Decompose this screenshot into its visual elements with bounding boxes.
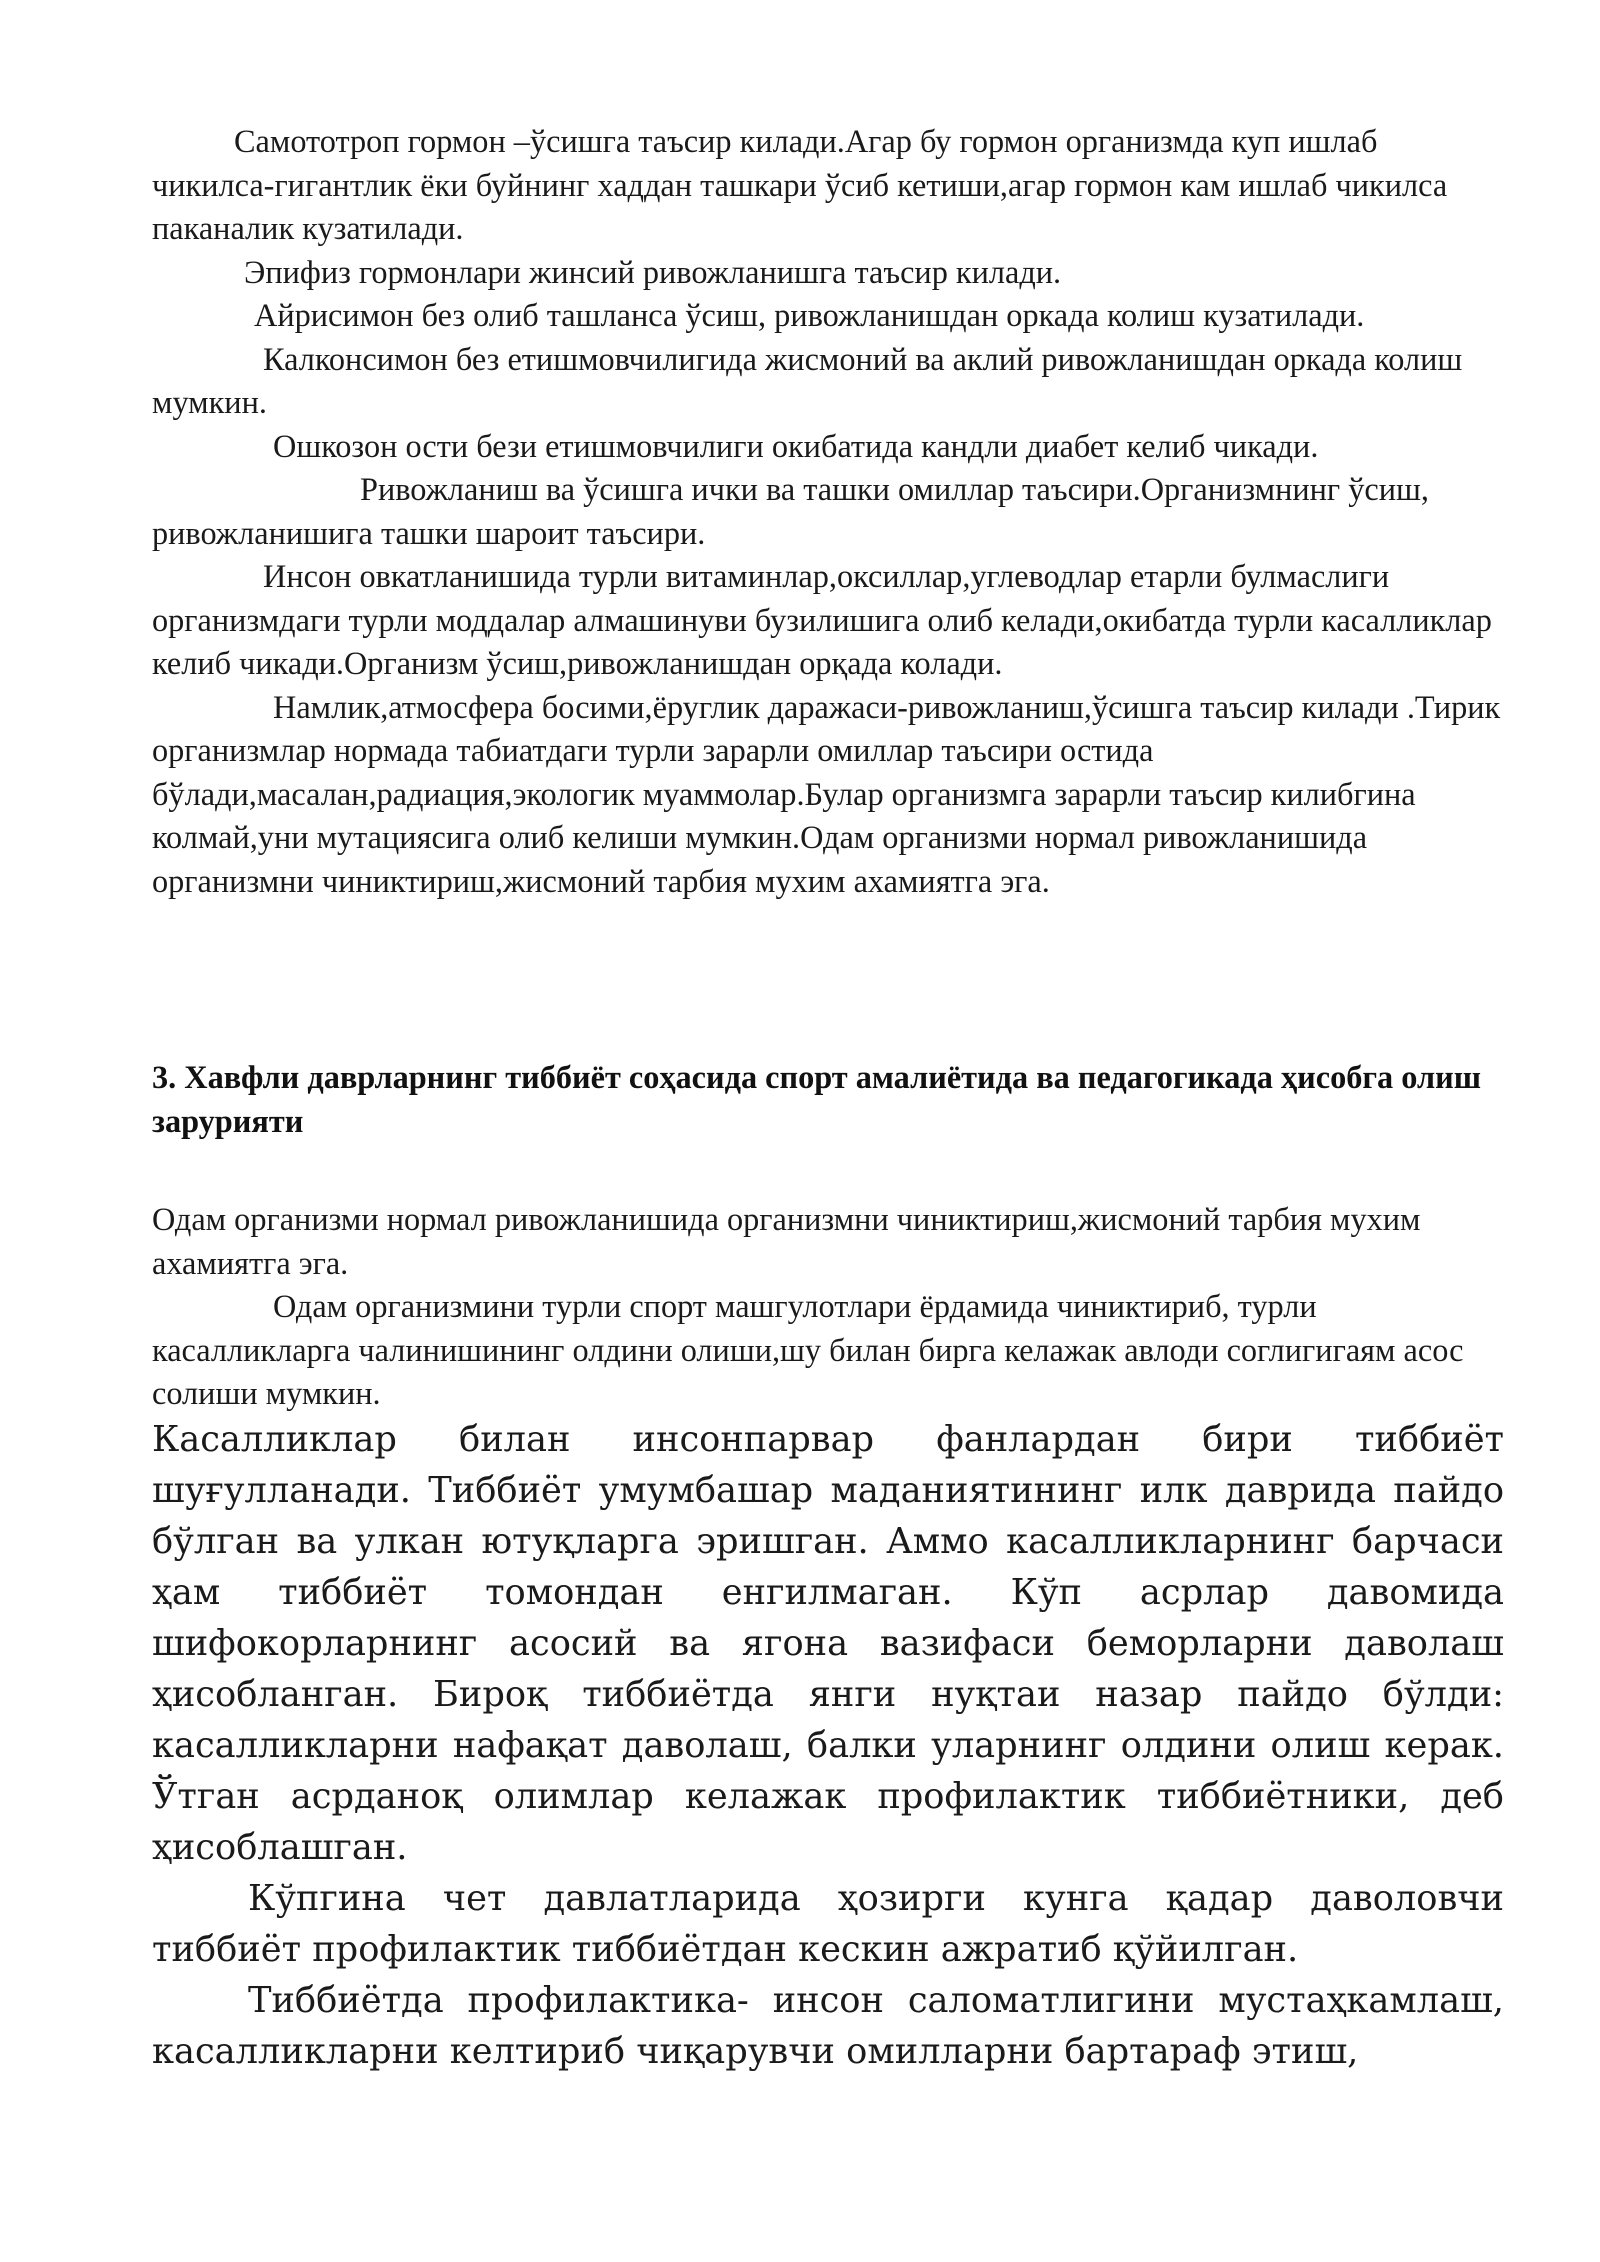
paragraph-foreign-countries: Кўпгина чет давлатларида ҳозирги кунга қадар даволовчи тиббиёт профилактик тиббиётдан кескин ажратиб қўйилган. <box>152 1878 1504 1970</box>
paragraph-nutrition: Инсон овкатланишида турли витаминлар,оксиллар,углеводлар етарли булмаслиги организмдаги турли моддалар алмашинуви бузилишига олиб келади,окибатда турли касалликлар келиб чикади.Организм ўсиш,ривожланишдан орқада колади. <box>152 558 1492 681</box>
paragraph-medicine-history: Касалликлар билан инсонпарвар фанлардан бири тиббиёт шуғулланади. Тиббиёт умумбашар маданиятининг илк даврида пайдо бўлган ва улкан ютуқларга эришган. Аммо касалликларнинг барчаси ҳам тиббиёт томондан енгилмаган. Кўп асрлар давомида шифокорларнинг асосий ва ягона вазифаси беморларни даволаш ҳисобланган. Бироқ тиббиётда янги нуқтаи назар пайдо бўлди: касалликларни нафақат даволаш, балки уларнинг олдини олиш керак. Ўтган асрданоқ олимлар келажак профилактик тиббиётники, деб ҳисоблашган. <box>152 1419 1504 1868</box>
paragraph-physical-education: Одам организми нормал ривожланишида организмни чиниктириш,жисмоний тарбия мухим ахамиятга эга. <box>152 1201 1421 1281</box>
section-heading: 3. Хавфли даврларнинг тиббиёт соҳасида спорт амалиётида ва педагогикада ҳисобга олиш зарурияти <box>152 1059 1481 1139</box>
paragraph-thymus: Айрисимон без олиб ташланса ўсиш, ривожланишдан оркада колиш кузатилади. <box>254 297 1365 333</box>
body-section-1 <box>152 120 1504 903</box>
paragraph-pancreas: Ошкозон ости бези етишмовчилиги окибатида кандли диабет келиб чикади. <box>273 427 1319 464</box>
body-section-2 <box>152 1198 1504 1416</box>
paragraph-epiphysis: Эпифиз гормонлари жинсий ривожланишга таъсир килади. <box>244 253 1062 290</box>
paragraph-prophylaxis: Тиббиётда профилактика- инсон саломатлигини мустаҳкамлаш, касалликларни келтириб чиқарувчи омилларни бартараф этиш, <box>152 1980 1504 2072</box>
paragraph-environment: Намлик,атмосфера босими,ёруглик даражаси-ривожланиш,ўсишга таъсир килади .Тирик организмлар нормада табиатдаги турли зарарли омиллар таъсири остида бўлади,масалан,радиация,экологик муаммолар.Булар организмга зарарли таъсир килибгина колмай,уни мутациясига олиб келиши мумкин.Одам организми нормал ривожланишида организмни чиниктириш,жисмоний тарбия мухим ахамиятга эга. <box>152 688 1501 899</box>
body-section-3 <box>152 1414 1504 2077</box>
paragraph-external-factors: Ривожланиш ва ўсишга ички ва ташки омиллар таъсири.Организмнинг ўсиш, ривожланишига ташки шароит таъсири. <box>152 471 1429 551</box>
paragraph-thyroid: Калконсимон без етишмовчилигида жисмоний ва аклий ривожланишдан оркада колиш мумкин. <box>152 340 1463 420</box>
paragraph-sport-training: Одам организмини турли спорт машгулотлари ёрдамида чиниктириб, турли касалликларга чалинишининг олдини олиши,шу билан бирга келажак авлоди соглигигаям асос солиши мумкин. <box>152 1288 1464 1411</box>
paragraph-somatotropin: Самототроп гормон –ўсишга таъсир килади.Агар бу гормон организмда куп ишлаб чикилса-гигантлик ёки буйнинг хаддан ташкари ўсиб кетиши,агар гормон кам ишлаб чикилса паканалик кузатилади. <box>152 123 1448 246</box>
